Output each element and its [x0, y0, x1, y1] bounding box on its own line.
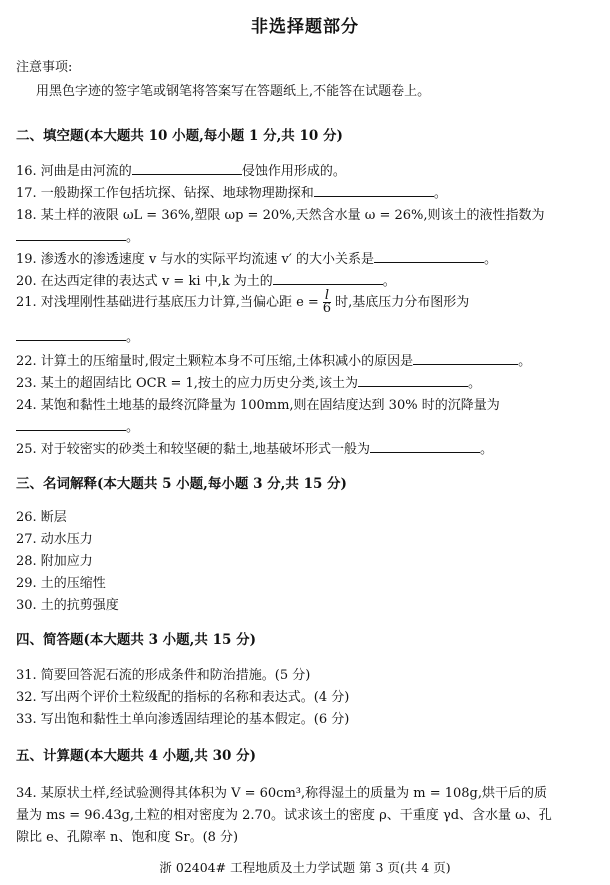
notes-heading: 注意事项:: [16, 60, 73, 75]
question-text: 。: [382, 274, 396, 289]
question-34-line2: 量为 ms = 96.43g,土粒的相对密度为 2.70。试求该土的密度 ρ、干重度 γd、含水量 ω、孔: [16, 808, 552, 823]
term-item: 29. 土的压缩性: [16, 576, 106, 591]
short-answer-item: 31. 简要回答泥石流的形成条件和防治措施。(5 分): [16, 668, 311, 683]
question-text: 。: [468, 376, 482, 391]
short-answer-item: 32. 写出两个评价土粒级配的指标的名称和表达式。(4 分): [16, 690, 350, 705]
fraction: [323, 290, 331, 315]
question-text: 17. 一般勘探工作包括坑探、钻探、地球物理勘探和: [16, 186, 314, 201]
question-16: [16, 160, 594, 179]
section-fill-blank-heading: 二、填空题(本大题共 10 小题,每小题 1 分,共 10 分): [16, 128, 343, 144]
term-item: 26. 断层: [16, 510, 67, 525]
question-text: 。: [126, 420, 140, 435]
answer-blank: [358, 374, 468, 387]
question-18-blank: [16, 226, 594, 245]
question-19: [16, 248, 594, 267]
question-text: 21. 对浅埋刚性基础进行基底压力计算,当偏心距 e =: [16, 295, 319, 310]
question-34-line1: 34. 某原状土样,经试验测得其体积为 V = 60cm³,称得湿土的质量为 m = 108g,烘干后的质: [16, 786, 547, 801]
question-22: [16, 350, 594, 369]
question-text: 20. 在达西定律的表达式 v = ki 中,k 为土的: [16, 274, 273, 289]
question-34-line3: 隙比 e、孔隙率 n、饱和度 Sr。(8 分): [16, 830, 239, 845]
question-17: [16, 182, 594, 201]
term-item: 30. 土的抗剪强度: [16, 598, 119, 613]
fraction-denominator: 6: [322, 301, 332, 316]
answer-blank: [370, 440, 480, 453]
notes-text: 用黑色字迹的签字笔或钢笔将答案写在答题纸上,不能答在试题卷上。: [36, 84, 431, 99]
question-20: [16, 270, 594, 289]
question-text: 侵蚀作用形成的。: [241, 164, 346, 179]
question-text: 时,基底压力分布图形为: [335, 295, 470, 310]
question-text: 。: [479, 442, 493, 457]
answer-blank: [16, 228, 126, 241]
question-text: 19. 渗透水的渗透速度 v 与水的实际平均流速 v′ 的大小关系是: [16, 252, 374, 267]
question-25: [16, 438, 594, 457]
question-text: 。: [483, 252, 497, 267]
answer-blank: [132, 162, 242, 175]
question-text: 。: [433, 186, 447, 201]
section-terms-heading: 三、名词解释(本大题共 5 小题,每小题 3 分,共 15 分): [16, 476, 347, 492]
answer-blank: [314, 184, 434, 197]
short-answer-item: 33. 写出饱和黏性土单向渗透固结理论的基本假定。(6 分): [16, 712, 350, 727]
question-text: 22. 计算土的压缩量时,假定土颗粒本身不可压缩,土体积减小的原因是: [16, 354, 414, 369]
question-18: 18. 某土样的液限 ωL = 36%,塑限 ωp = 20%,天然含水量 ω = 26%,则该土的液性指数为: [16, 208, 545, 223]
term-item: 28. 附加应力: [16, 554, 93, 569]
question-text: 16. 河曲是由河流的: [16, 164, 132, 179]
question-24: 24. 某饱和黏性土地基的最终沉降量为 100mm,则在固结度达到 30% 时的沉降量为: [16, 398, 500, 413]
answer-blank: [16, 418, 126, 431]
question-21-blank: [16, 326, 594, 345]
answer-blank: [413, 352, 518, 365]
answer-blank: [273, 272, 383, 285]
page-title: 非选择题部分: [251, 17, 359, 37]
answer-blank: [374, 250, 484, 263]
section-calculation-heading: 五、计算题(本大题共 4 小题,共 30 分): [16, 748, 256, 764]
question-text: 。: [126, 230, 140, 245]
section-short-answer-heading: 四、简答题(本大题共 3 小题,共 15 分): [16, 632, 256, 648]
question-21: [16, 290, 594, 315]
question-24-blank: [16, 416, 594, 435]
question-text: 25. 对于较密实的砂类土和较坚硬的黏土,地基破坏形式一般为: [16, 442, 370, 457]
fraction-numerator: l: [324, 288, 330, 303]
question-text: 。: [518, 354, 532, 369]
question-text: 。: [126, 330, 140, 345]
answer-blank: [16, 328, 126, 341]
term-item: 27. 动水压力: [16, 532, 93, 547]
page-footer: 浙 02404# 工程地质及土力学试题 第 3 页(共 4 页): [159, 860, 451, 875]
question-23: [16, 372, 594, 391]
question-text: 23. 某土的超固结比 OCR = 1,按土的应力历史分类,该土为: [16, 376, 359, 391]
